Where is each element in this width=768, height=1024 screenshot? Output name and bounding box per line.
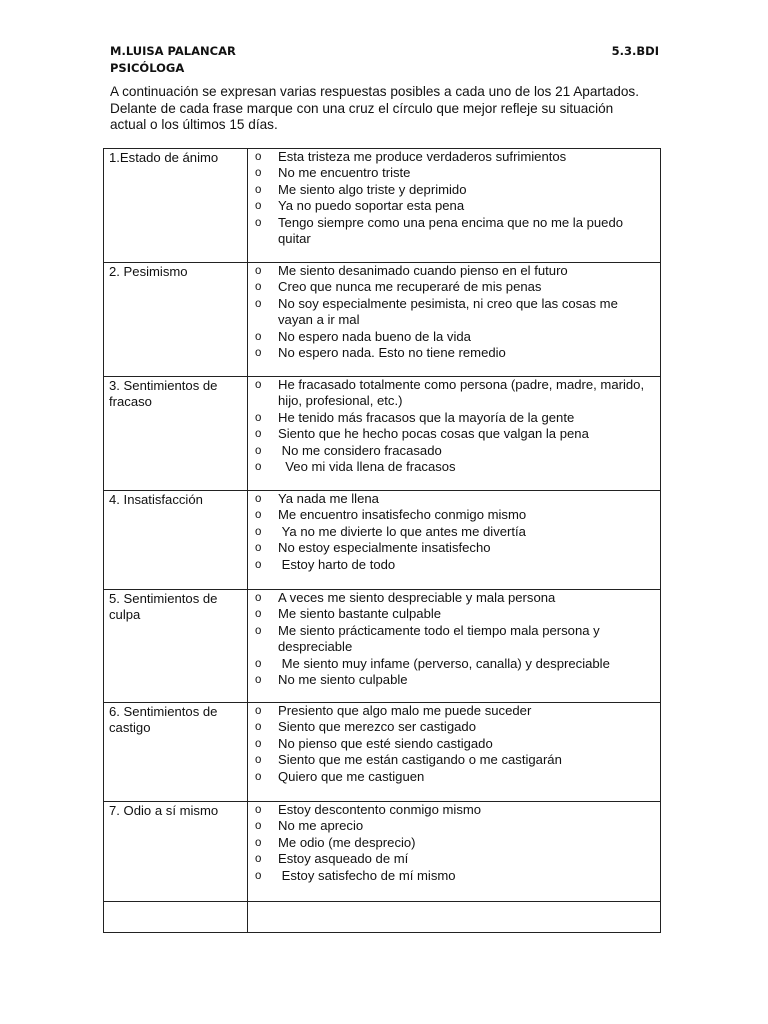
section-label: 4. Insatisfacción — [104, 491, 248, 590]
option-item — [248, 345, 654, 361]
circle-bullet-icon[interactable]: o — [255, 493, 262, 505]
option-text: Siento que he hecho pocas cosas que valgan la pena — [278, 426, 589, 442]
circle-bullet-icon[interactable]: o — [255, 754, 262, 767]
section-options — [248, 703, 661, 802]
circle-bullet-icon[interactable]: o — [255, 461, 262, 474]
option-item — [248, 426, 654, 442]
section-label: 2. Pesimismo — [104, 263, 248, 377]
option-text: No me considero fracasado — [278, 442, 442, 458]
section-options — [248, 802, 661, 902]
option-item — [248, 835, 654, 851]
option-item — [248, 656, 654, 672]
author-name: M.LUISA PALANCAR — [110, 44, 236, 58]
options-list — [248, 149, 654, 247]
options-list — [248, 802, 654, 884]
questionnaire-table — [103, 148, 661, 933]
option-text: Estoy asqueado de mí — [278, 851, 409, 867]
option-item — [248, 606, 654, 622]
option-item — [248, 296, 654, 329]
circle-bullet-icon[interactable]: o — [255, 183, 262, 196]
circle-bullet-icon[interactable]: o — [255, 705, 262, 717]
section-label — [104, 902, 248, 933]
document-code: 5.3.BDI — [611, 44, 659, 58]
option-item — [248, 802, 654, 818]
options-list — [248, 491, 654, 573]
questionnaire-body — [104, 149, 661, 933]
section-label: 1.Estado de ánimo — [104, 149, 248, 263]
circle-bullet-icon[interactable]: o — [255, 674, 262, 687]
author-role: PSICÓLOGA — [110, 61, 185, 75]
option-text: Ya nada me llena — [278, 491, 379, 506]
option-item — [248, 557, 654, 573]
option-text: No me encuentro triste — [278, 165, 411, 181]
section-row — [104, 149, 661, 263]
circle-bullet-icon[interactable]: o — [255, 770, 262, 783]
option-item — [248, 818, 654, 834]
section-row — [104, 703, 661, 802]
option-item — [248, 165, 654, 181]
circle-bullet-icon[interactable]: o — [255, 657, 262, 670]
option-item — [248, 769, 654, 785]
section-row — [104, 263, 661, 377]
option-item — [248, 736, 654, 752]
section-row — [104, 491, 661, 590]
section-options — [248, 590, 661, 703]
option-text: No espero nada. Esto no tiene remedio — [278, 345, 506, 361]
option-item — [248, 149, 654, 165]
option-text: Ya no puedo soportar esta pena — [278, 198, 465, 214]
section-label: 5. Sentimientos de culpa — [104, 590, 248, 703]
option-item — [248, 410, 654, 426]
circle-bullet-icon[interactable]: o — [255, 853, 262, 866]
circle-bullet-icon[interactable]: o — [255, 347, 262, 360]
section-label: 7. Odio a sí mismo — [104, 802, 248, 902]
section-label: 6. Sentimientos de castigo — [104, 703, 248, 802]
option-text: Siento que me están castigando o me castigarán — [278, 752, 562, 768]
option-item — [248, 672, 654, 688]
section-options — [248, 377, 661, 491]
option-text: Me odio (me desprecio) — [278, 834, 416, 850]
circle-bullet-icon[interactable]: o — [255, 608, 262, 621]
circle-bullet-icon[interactable]: o — [255, 558, 262, 571]
circle-bullet-icon[interactable]: o — [255, 721, 262, 734]
circle-bullet-icon[interactable]: o — [255, 297, 262, 310]
option-text: No me siento culpable — [278, 672, 408, 688]
option-text: No me aprecio — [278, 818, 364, 834]
circle-bullet-icon[interactable]: o — [255, 820, 262, 833]
section-row — [104, 377, 661, 491]
option-text: No estoy especialmente insatisfecho — [278, 540, 491, 556]
option-text: Me siento muy infame (perverso, canalla) y despreciable — [278, 655, 610, 671]
option-text: Siento que merezco ser castigado — [278, 719, 476, 735]
option-text: No espero nada bueno de la vida — [278, 328, 471, 344]
options-list — [248, 263, 654, 361]
option-item — [248, 329, 654, 345]
section-options — [248, 149, 661, 263]
circle-bullet-icon[interactable]: o — [255, 411, 262, 424]
options-list — [248, 377, 654, 475]
option-item — [248, 524, 654, 540]
circle-bullet-icon[interactable]: o — [255, 737, 262, 750]
option-item — [248, 263, 654, 279]
circle-bullet-icon[interactable]: o — [255, 167, 262, 180]
circle-bullet-icon[interactable]: o — [255, 624, 262, 637]
option-item — [248, 752, 654, 768]
circle-bullet-icon[interactable]: o — [255, 836, 262, 849]
option-text: No pienso que esté siendo castigado — [278, 735, 493, 751]
circle-bullet-icon[interactable]: o — [255, 509, 262, 522]
option-text: Quiero que me castiguen — [278, 768, 425, 784]
option-item — [248, 459, 654, 475]
circle-bullet-icon[interactable]: o — [255, 151, 262, 163]
section-options — [248, 491, 661, 590]
option-item — [248, 198, 654, 214]
section-row — [104, 902, 661, 933]
option-text: Estoy harto de todo — [278, 556, 396, 572]
option-text: Ya no me divierte lo que antes me divertía — [278, 523, 526, 539]
option-item — [248, 279, 654, 295]
option-item — [248, 215, 654, 248]
section-row — [104, 590, 661, 703]
circle-bullet-icon[interactable]: o — [255, 444, 262, 457]
option-text: Esta tristeza me produce verdaderos sufrimientos — [278, 149, 567, 164]
instructions-paragraph: A continuación se expresan varias respuestas posibles a cada uno de los 21 Apartados. Delante de cada frase marque con una cruz el círculo que mejor refleje su situación actual o los últimos 15 días. — [110, 84, 639, 132]
circle-bullet-icon[interactable]: o — [255, 804, 262, 816]
option-text: He tenido más fracasos que la mayoría de la gente — [278, 409, 575, 425]
option-text: A veces me siento despreciable y mala persona — [278, 590, 556, 605]
option-text: Creo que nunca me recuperaré de mis penas — [278, 279, 542, 295]
option-item — [248, 491, 654, 507]
option-text: Tengo siempre como una pena encima que no me la puedo quitar — [278, 214, 627, 247]
option-item — [248, 182, 654, 198]
circle-bullet-icon[interactable]: o — [255, 592, 262, 604]
option-text: Me encuentro insatisfecho conmigo mismo — [278, 507, 527, 523]
circle-bullet-icon[interactable]: o — [255, 379, 262, 391]
circle-bullet-icon[interactable]: o — [255, 542, 262, 555]
option-text: Me siento prácticamente todo el tiempo mala persona y despreciable — [278, 622, 604, 655]
circle-bullet-icon[interactable]: o — [255, 216, 262, 229]
circle-bullet-icon[interactable]: o — [255, 330, 262, 343]
option-text: Veo mi vida llena de fracasos — [278, 459, 456, 475]
option-text: Presiento que algo malo me puede suceder — [278, 703, 532, 718]
option-item — [248, 719, 654, 735]
circle-bullet-icon[interactable]: o — [255, 525, 262, 538]
option-item — [248, 377, 654, 410]
circle-bullet-icon[interactable]: o — [255, 265, 262, 277]
section-row — [104, 802, 661, 902]
option-text: Me siento algo triste y deprimido — [278, 181, 467, 197]
circle-bullet-icon[interactable]: o — [255, 281, 262, 294]
option-text: Me siento bastante culpable — [278, 606, 442, 622]
option-text: No soy especialmente pesimista, ni creo que las cosas me vayan a ir mal — [278, 295, 622, 328]
option-item — [248, 590, 654, 606]
option-text: Me siento desanimado cuando pienso en el futuro — [278, 263, 568, 278]
section-label: 3. Sentimientos de fracaso — [104, 377, 248, 491]
option-item — [248, 507, 654, 523]
options-list — [248, 590, 654, 688]
circle-bullet-icon[interactable]: o — [255, 869, 262, 882]
option-item — [248, 851, 654, 867]
option-item — [248, 443, 654, 459]
option-text: Estoy descontento conmigo mismo — [278, 802, 482, 817]
options-list — [248, 703, 654, 785]
option-item — [248, 703, 654, 719]
section-options — [248, 263, 661, 377]
circle-bullet-icon[interactable]: o — [255, 200, 262, 213]
section-options — [248, 902, 661, 933]
option-text: Estoy satisfecho de mí mismo — [278, 867, 456, 883]
option-item — [248, 623, 654, 656]
option-item — [248, 868, 654, 884]
option-text: He fracasado totalmente como persona (padre, madre, marido, hijo, profesional, etc.) — [278, 377, 648, 409]
circle-bullet-icon[interactable]: o — [255, 428, 262, 441]
option-item — [248, 540, 654, 556]
